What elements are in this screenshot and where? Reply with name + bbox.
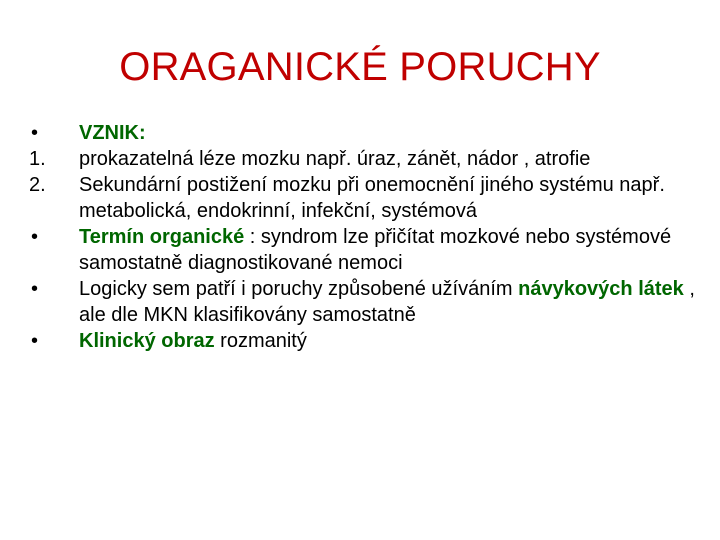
list-item bbox=[26, 224, 701, 276]
slide-title: ORAGANICKÉ PORUCHY bbox=[119, 45, 601, 89]
list-item-text: prokazatelná léze mozku např. úraz, zánět, nádor , atrofie bbox=[79, 148, 591, 170]
list-item bbox=[26, 172, 701, 224]
list-item bbox=[26, 328, 701, 354]
emphasis-text: VZNIK: bbox=[79, 122, 146, 144]
list-item-text: Sekundární postižení mozku při onemocnění jiného systému např. metabolická, endokrinní, infekční, systémová bbox=[79, 174, 665, 222]
list-item-text bbox=[79, 328, 701, 354]
emphasis-text: Termín organické bbox=[79, 226, 245, 248]
bullet-marker: • bbox=[31, 278, 39, 300]
body-text: rozmanitý bbox=[214, 330, 307, 352]
list-item-text bbox=[79, 120, 701, 146]
emphasis-text: Klinický obraz bbox=[79, 330, 215, 352]
bullet-list bbox=[26, 120, 701, 354]
bullet-marker: • bbox=[31, 330, 39, 352]
list-item bbox=[26, 276, 701, 328]
list-item bbox=[26, 146, 701, 172]
bullet-marker: • bbox=[31, 226, 39, 248]
list-item bbox=[26, 120, 701, 146]
list-item-text bbox=[79, 224, 701, 276]
list-item-text bbox=[79, 276, 701, 328]
body-text: Logicky sem patří i poruchy způsobené užíváním bbox=[79, 278, 519, 300]
body-text: , ale dle MKN klasifikovány samostatně bbox=[79, 278, 695, 326]
number-marker: 2. bbox=[29, 174, 46, 196]
emphasis-text: návykových látek bbox=[518, 278, 684, 300]
body-text: : syndrom lze přičítat mozkové nebo systémové samostatně diagnostikované nemoci bbox=[79, 226, 672, 274]
bullet-marker: • bbox=[31, 122, 39, 144]
number-marker: 1. bbox=[29, 148, 46, 170]
